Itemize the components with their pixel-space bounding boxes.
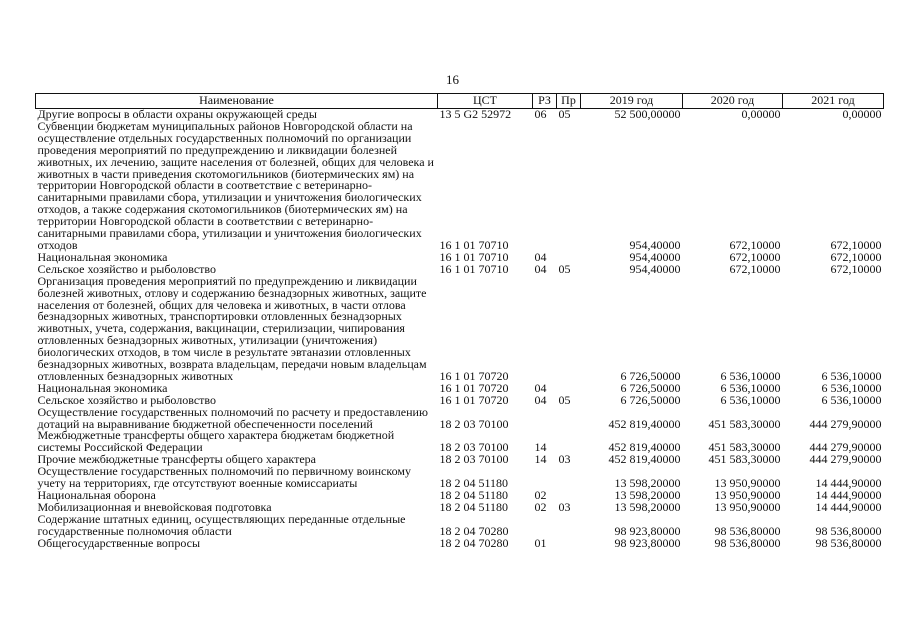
table-row [36, 430, 884, 454]
row-pr: 05 [558, 107, 571, 121]
row-value-2019: 98 923,80000 [614, 535, 681, 550]
row-name: Национальная экономика [37, 380, 168, 395]
row-value-2020: 13 950,90000 [714, 488, 781, 502]
row-value-2019: 954,40000 [629, 261, 681, 276]
row-value-2021: 672,10000 [830, 237, 882, 252]
row-name: Сельское хозяйство и рыболовство [37, 261, 217, 276]
row-pr: 05 [558, 392, 571, 407]
row-value-2021: 6 536,10000 [821, 368, 882, 383]
row-cst: 18 2 03 70100 [439, 452, 509, 467]
row-pr [557, 514, 581, 538]
row-value-2019: 13 598,20000 [614, 499, 681, 514]
row-rz: 02 [534, 499, 547, 514]
row-value-2020: 13 950,90000 [714, 476, 781, 491]
row-value-2019: 6 726,50000 [620, 380, 681, 395]
row-rz [533, 514, 557, 538]
row-value-2020: 451 583,30000 [708, 416, 781, 431]
header-pr: Пр [557, 94, 581, 109]
row-name: Содержание штатных единиц, осуществляющих переданные отдельные государственные полномочия области [37, 511, 406, 538]
row-cst: 13 5 G2 52972 [439, 107, 512, 121]
row-cst: 18 2 04 70280 [439, 523, 509, 538]
row-value-2021: 14 444,90000 [815, 476, 882, 491]
row-name: Национальная экономика [37, 249, 168, 264]
row-name: Национальная оборона [37, 488, 156, 502]
row-pr [557, 538, 581, 550]
row-rz: 01 [534, 535, 547, 550]
row-name: Общегосударственные вопросы [37, 535, 201, 550]
row-rz: 04 [534, 392, 547, 407]
row-value-2019: 6 726,50000 [620, 392, 681, 407]
row-name: Другие вопросы в области охраны окружающей среды [37, 107, 317, 121]
row-value-2021: 98 536,80000 [815, 535, 882, 550]
row-value-2019: 452 819,40000 [608, 440, 681, 455]
row-value-2019: 52 500,00000 [614, 107, 681, 121]
row-cst: 16 1 01 70710 [439, 261, 509, 276]
row-pr: 03 [558, 499, 571, 514]
row-value-2019: 13 598,20000 [614, 488, 681, 502]
row-pr [557, 430, 581, 454]
row-cst: 16 1 01 70710 [439, 237, 509, 252]
row-name: Осуществление государственных полномочий по расчету и предоставлению дотаций на выравнивание бюджетной обеспеченности поселений [37, 404, 428, 431]
row-rz [533, 276, 557, 383]
row-cst: 16 1 01 70720 [439, 392, 509, 407]
row-cst: 18 2 04 51180 [439, 476, 509, 491]
row-rz [533, 466, 557, 490]
row-value-2021: 6 536,10000 [821, 380, 882, 395]
row-name: Прочие межбюджетные трансферты общего характера [37, 452, 316, 467]
row-value-2020: 672,10000 [729, 249, 781, 264]
row-rz [533, 121, 557, 252]
row-value-2019: 954,40000 [629, 249, 681, 264]
header-2021: 2021 год [783, 94, 884, 109]
row-pr [557, 466, 581, 490]
row-value-2020: 98 536,80000 [714, 535, 781, 550]
table-row [36, 538, 884, 550]
row-value-2021: 98 536,80000 [815, 523, 882, 538]
row-name: Осуществление государственных полномочий по первичному воинскому учету на территориях, где отсутствуют военные комиссариаты [37, 464, 411, 491]
row-name: Сельское хозяйство и рыболовство [37, 392, 217, 407]
row-value-2021: 672,10000 [830, 249, 882, 264]
row-cst: 18 2 04 51180 [439, 488, 509, 502]
row-rz: 04 [534, 261, 547, 276]
row-rz: 04 [534, 380, 547, 395]
row-name: Мобилизационная и вневойсковая подготовка [37, 499, 272, 514]
row-value-2021: 444 279,90000 [809, 452, 882, 467]
row-value-2019: 98 923,80000 [614, 523, 681, 538]
table-row [36, 276, 884, 383]
row-rz: 06 [534, 107, 547, 121]
row-value-2019: 954,40000 [629, 237, 681, 252]
header-2020: 2020 год [683, 94, 783, 109]
row-rz: 04 [534, 249, 547, 264]
row-cst: 18 2 04 70280 [439, 535, 509, 550]
row-value-2020: 13 950,90000 [714, 499, 781, 514]
row-rz: 14 [534, 440, 547, 455]
row-cst: 16 1 01 70720 [439, 380, 509, 395]
row-value-2021: 14 444,90000 [815, 499, 882, 514]
row-value-2021: 6 536,10000 [821, 392, 882, 407]
row-pr [557, 407, 581, 431]
row-cst: 18 2 03 70100 [439, 440, 509, 455]
header-name: Наименование [36, 94, 438, 109]
row-value-2021: 444 279,90000 [809, 440, 882, 455]
row-value-2021: 672,10000 [830, 261, 882, 276]
row-cst: 16 1 01 70710 [439, 249, 509, 264]
row-value-2019: 452 819,40000 [608, 416, 681, 431]
budget-table [35, 93, 884, 550]
row-rz: 02 [534, 488, 547, 502]
row-value-2021: 444 279,90000 [809, 416, 882, 431]
row-pr [557, 276, 581, 383]
row-value-2020: 672,10000 [729, 237, 781, 252]
row-pr [557, 121, 581, 252]
row-value-2019: 13 598,20000 [614, 476, 681, 491]
row-value-2020: 451 583,30000 [708, 452, 781, 467]
page-number: 16 [446, 72, 459, 87]
row-value-2020: 451 583,30000 [708, 440, 781, 455]
table-row [36, 407, 884, 431]
row-cst: 16 1 01 70720 [439, 368, 509, 383]
header-cst: ЦСТ [438, 94, 533, 109]
row-pr: 05 [558, 261, 571, 276]
header-2019: 2019 год [581, 94, 683, 109]
row-cst: 18 2 04 51180 [439, 499, 509, 514]
row-rz: 14 [534, 452, 547, 467]
row-value-2020: 672,10000 [729, 261, 781, 276]
row-value-2021: 0,00000 [842, 107, 882, 121]
row-cst: 18 2 03 70100 [439, 416, 509, 431]
row-value-2020: 98 536,80000 [714, 523, 781, 538]
row-value-2019: 452 819,40000 [608, 452, 681, 467]
row-value-2020: 6 536,10000 [720, 392, 781, 407]
table-row [36, 466, 884, 490]
row-value-2020: 0,00000 [741, 107, 781, 121]
row-value-2021: 14 444,90000 [815, 488, 882, 502]
row-name: Организация проведения мероприятий по предупреждению и ликвидации болезней животных, отлову и содержанию безнадзорных животных, защите населения от болезней, общих для человека и животных, в части отлова безнадзорных животных, транспортировки отловленных безнадзорных животных, учета, содержания, вакцинации, стерилизации, чипирования отловленных безнадзорных животных, утилизации (уничтожения) биологических отходов, в том числе в результате эвтаназии отловленных безнадзорных животных, возврата владельцам, передачи новым владельцам отловленных безнадзорных животных [37, 273, 427, 383]
row-pr: 03 [558, 452, 571, 467]
row-value-2020: 6 536,10000 [720, 368, 781, 383]
row-name: Межбюджетные трансферты общего характера бюджетам бюджетной системы Российской Федерации [37, 428, 395, 455]
row-value-2020: 6 536,10000 [720, 380, 781, 395]
row-name: Субвенции бюджетам муниципальных районов Новгородской области на осуществление отдельных государственных полномочий по организации проведения мероприятий по предупреждению и ликвидации болезней животных, их лечению, защите населения от болезней, общих для человека и животных в части приведения скотомогильников (биотермических ям) на территории Новгородской области в соответствие с ветеринарно-санитарными правилами сбора, утилизации и уничтожения биологических отходов, а также содержания скотомогильников (биотермических ям) на территории Новгородской области в соответствии с ветеринарно-санитарными правилами сбора, утилизации и уничтожения биологических отходов [37, 118, 434, 252]
row-value-2019: 6 726,50000 [620, 368, 681, 383]
table-row [36, 121, 884, 252]
header-rz: РЗ [533, 94, 557, 109]
row-rz [533, 407, 557, 431]
table-row [36, 514, 884, 538]
